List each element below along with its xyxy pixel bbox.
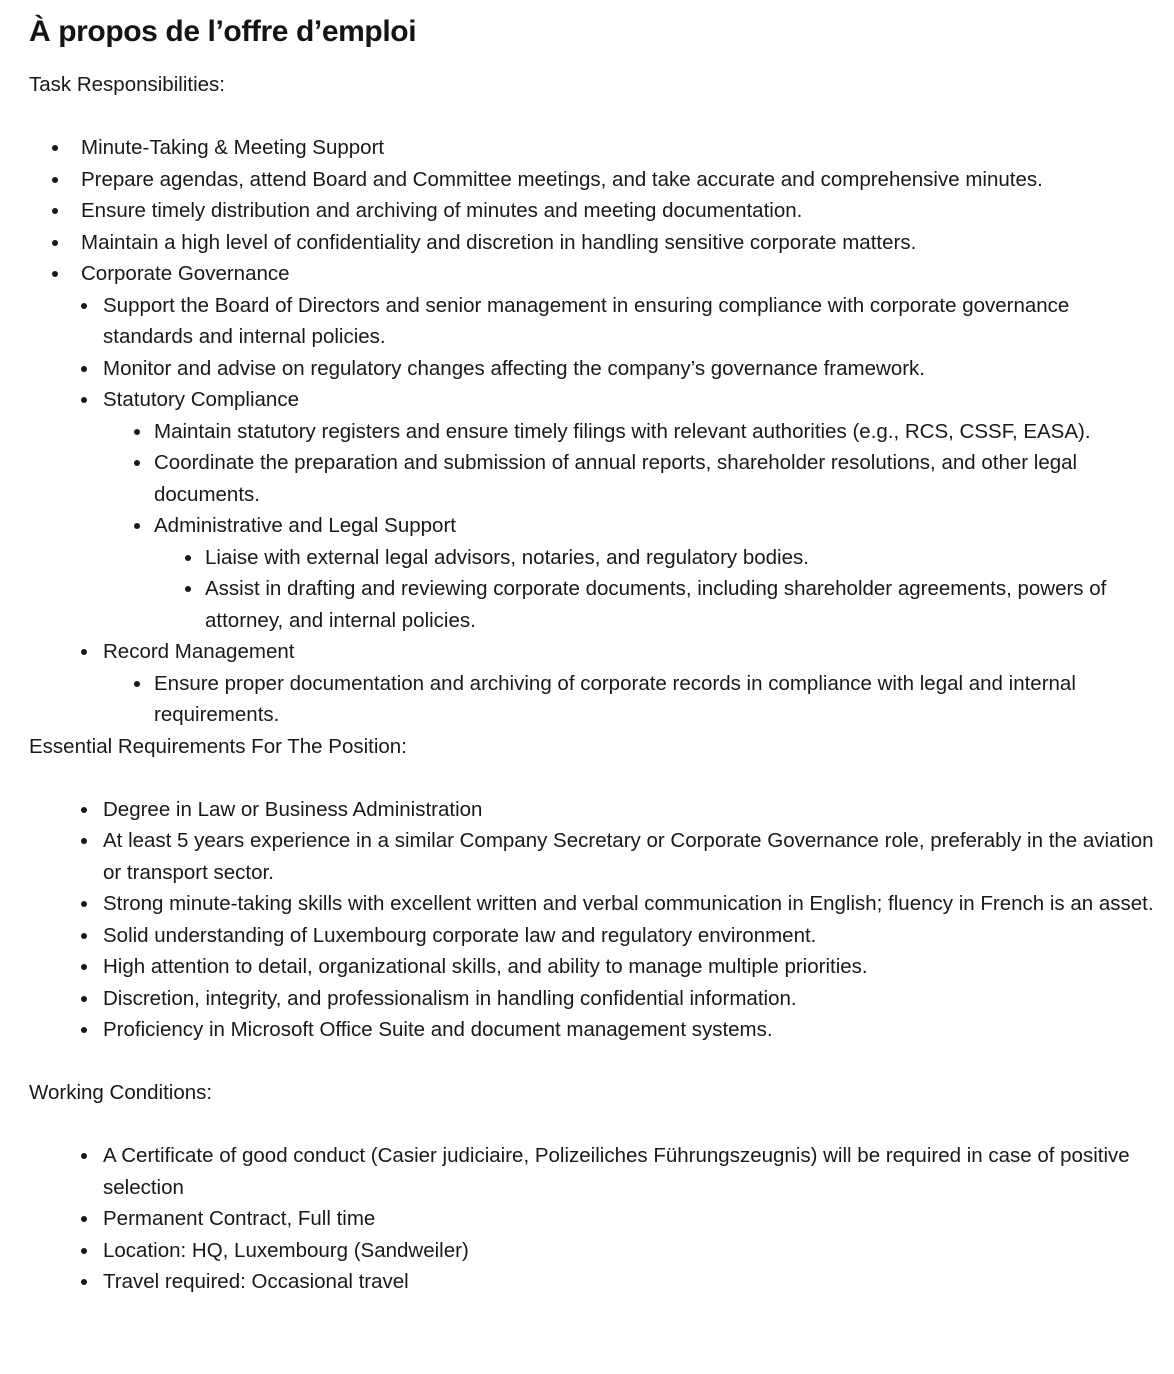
governance-list <box>29 290 1164 416</box>
list-item: Travel required: Occasional travel <box>29 1266 1164 1298</box>
list-item: Strong minute-taking skills with excellent written and verbal communication in English; fluency in French is an asset. <box>29 888 1164 920</box>
list-item: Degree in Law or Business Administration <box>29 794 1164 826</box>
list-item: Discretion, integrity, and professionalism in handling confidential information. <box>29 983 1164 1015</box>
requirements-label: Essential Requirements For The Position: <box>29 734 407 758</box>
list-item: Monitor and advise on regulatory changes affecting the company’s governance framework. <box>29 353 1164 385</box>
list-item: Coordinate the preparation and submission of annual reports, shareholder resolutions, and other legal documents. <box>29 447 1164 510</box>
list-item: Statutory Compliance <box>29 384 1164 416</box>
section-title: À propos de l’offre d’emploi <box>29 15 417 48</box>
list-item: Solid understanding of Luxembourg corporate law and regulatory environment. <box>29 920 1164 952</box>
admin-legal-list <box>29 542 1164 637</box>
list-item: Support the Board of Directors and senior management in ensuring compliance with corporate governance standards and internal policies. <box>29 290 1164 353</box>
conditions-list <box>29 1140 1164 1298</box>
statutory-list <box>29 416 1164 542</box>
task-list <box>29 132 1164 290</box>
list-item: Ensure timely distribution and archiving of minutes and meeting documentation. <box>29 195 1164 227</box>
list-item: Administrative and Legal Support <box>29 510 1164 542</box>
list-item: Corporate Governance <box>29 258 1164 290</box>
list-item: Ensure proper documentation and archiving of corporate records in compliance with legal and internal requirements. <box>29 668 1164 731</box>
working-conditions-label: Working Conditions: <box>29 1081 213 1104</box>
list-item: Permanent Contract, Full time <box>29 1203 1164 1235</box>
list-item: Maintain statutory registers and ensure timely filings with relevant authorities (e.g., RCS, CSSF, EASA). <box>29 416 1164 448</box>
list-item: Maintain a high level of confidentiality and discretion in handling sensitive corporate matters. <box>29 227 1164 259</box>
list-item: At least 5 years experience in a similar Company Secretary or Corporate Governance role, preferably in the aviation or transport sector. <box>29 825 1164 888</box>
requirements-list <box>29 794 1164 1046</box>
list-item: Minute-Taking & Meeting Support <box>29 132 1164 164</box>
task-responsibilities-label: Task Responsibilities: <box>29 73 225 96</box>
list-item: Liaise with external legal advisors, notaries, and regulatory bodies. <box>29 542 1164 574</box>
list-item: Prepare agendas, attend Board and Committee meetings, and take accurate and comprehensive minutes. <box>29 164 1164 196</box>
list-item: A Certificate of good conduct (Casier judiciaire, Polizeiliches Führungszeugnis) will be required in case of positive selection <box>29 1140 1164 1203</box>
record-items-list <box>29 668 1164 731</box>
record-management-list <box>29 636 1164 668</box>
list-item: Record Management <box>29 636 1164 668</box>
list-item: Assist in drafting and reviewing corporate documents, including shareholder agreements, powers of attorney, and internal policies. <box>29 573 1164 636</box>
list-item: Location: HQ, Luxembourg (Sandweiler) <box>29 1235 1164 1267</box>
list-item: Proficiency in Microsoft Office Suite and document management systems. <box>29 1014 1164 1046</box>
list-item: High attention to detail, organizational skills, and ability to manage multiple priorities. <box>29 951 1164 983</box>
